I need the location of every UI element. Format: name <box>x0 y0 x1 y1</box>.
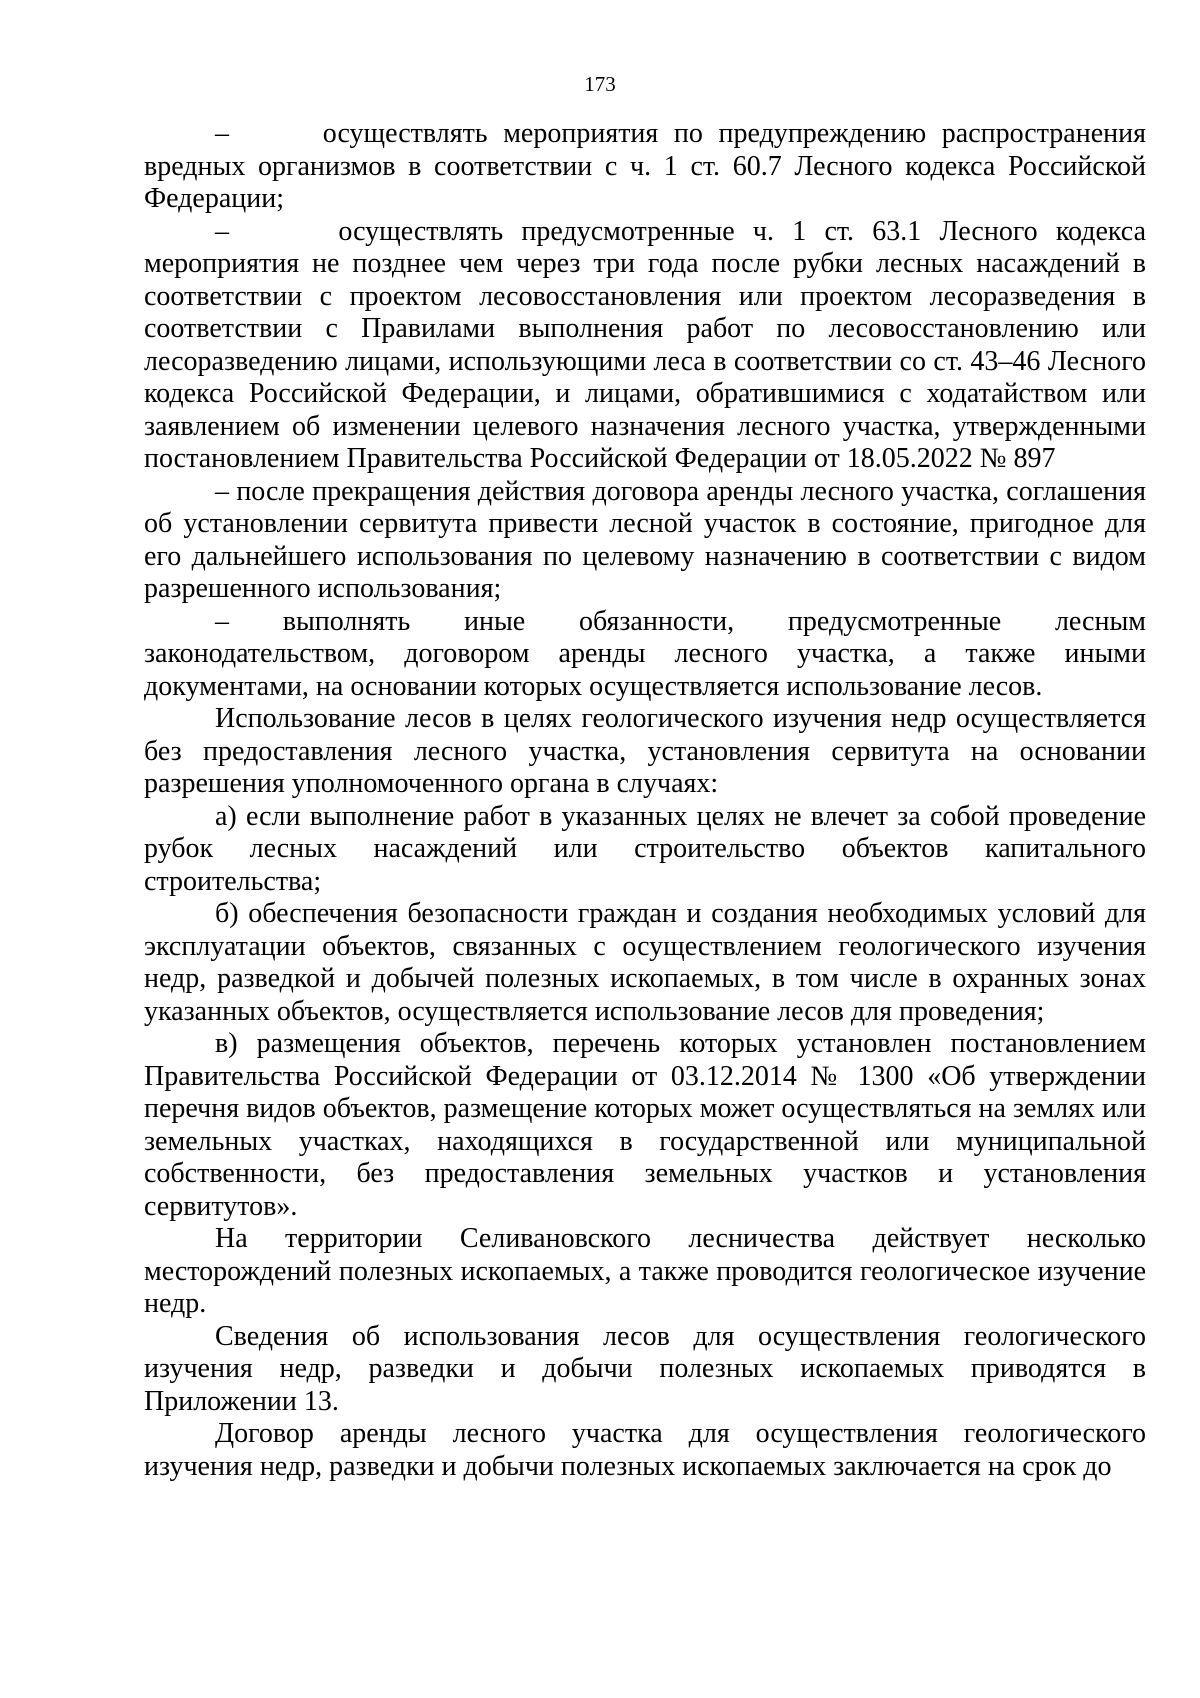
paragraph-geological-study-use: Использование лесов в целях геологического изучения недр осуществляется без предоставления лесного участка, установления сервитута на основании разрешения уполномоченного органа в случаях: <box>144 703 1146 799</box>
paragraph-after-lease-termination: – после прекращения действия договора аренды лесного участка, соглашения об установлении сервитута привести лесной участок в состояние, пригодное для его дальнейшего использования по целевому назначению в соответствии с видом разрешенного использования; <box>144 475 1146 604</box>
paragraph-reforestation-measures: – осуществлять предусмотренные ч. 1 ст. 63.1 Лесного кодекса мероприятия не позднее чем через три года после рубки лесных насаждений в соответствии с проектом лесовосстановления или проектом лесоразведения в соответствии с Правилами выполнения работ по лесовосстановлению или лесоразведению лицами, использующими леса в соответствии со ст. 43–46 Лесного кодекса Российской Федерации, и лицами, обратившимися с ходатайством или заявлением об изменении целевого назначения лесного участка, утвержденными постановлением Правительства Российской Федерации от 18.05.2022 № 897 <box>144 215 1146 474</box>
paragraph-lease-term: Договор аренды лесного участка для осуществления геологического изучения недр, разведки и добычи полезных ископаемых заключается на срок до <box>144 1418 1146 1482</box>
paragraph-case-b: б) обеспечения безопасности граждан и создания необходимых условий для эксплуатации объектов, связанных с осуществлением геологического изучения недр, разведкой и добычей полезных ископаемых, в том числе в охранных зонах указанных объектов, осуществляется использование лесов для проведения; <box>144 898 1146 1027</box>
paragraph-pest-measures: – осуществлять мероприятия по предупреждению распространения вредных организмов в соответствии с ч. 1 ст. 60.7 Лесного кодекса Российской Федерации; <box>144 118 1146 214</box>
document-body <box>144 118 1146 1483</box>
paragraph-case-a: а) если выполнение работ в указанных целях не влечет за собой проведение рубок лесных насаждений или строительство объектов капитального строительства; <box>144 800 1146 897</box>
paragraph-case-c: в) размещения объектов, перечень которых установлен постановлением Правительства Российской Федерации от 03.12.2014 № 1300 «Об утверждении перечня видов объектов, размещение которых может осуществляться на землях или земельных участках, находящихся в государственной или муниципальной собственности, без предоставления земельных участков и установления сервитутов». <box>144 1028 1146 1222</box>
paragraph-selivanovsky-deposits: На территории Селивановского лесничества действует несколько месторождений полезных ископаемых, а также проводится геологическое изучение недр. <box>144 1223 1146 1319</box>
paragraph-appendix-reference: Сведения об использования лесов для осуществления геологического изучения недр, разведки и добычи полезных ископаемых приводятся в Приложении 13. <box>144 1320 1146 1417</box>
paragraph-other-obligations: – выполнять иные обязанности, предусмотренные лесным законодательством, договором аренды лесного участка, а также иными документами, на основании которых осуществляется использование лесов. <box>144 605 1146 702</box>
page-number: 173 <box>584 72 616 96</box>
